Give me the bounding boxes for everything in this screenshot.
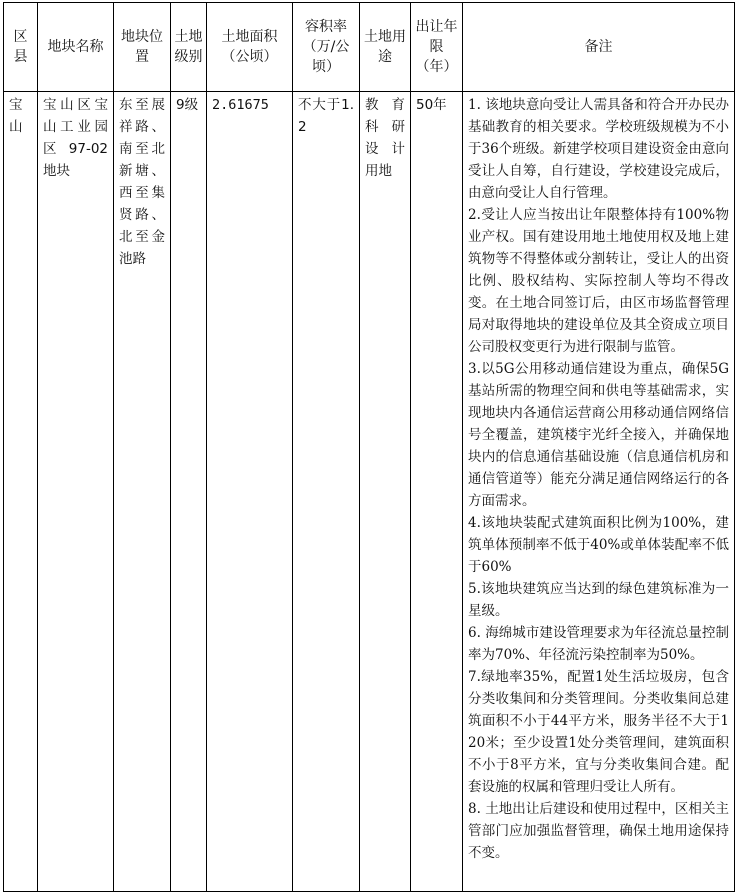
- remark-item-2: 2.受让人应当按出让年限整体持有100%物业产权。国有建设用地土地使用权及地上建筑物等不得整体或分割转让，受让人的出资比例、股权结构、实际控制人等均不得改变。在土地合同签订后，由区市场监督管理局对取得地块的建设单位及其全资成立项目公司股权变更行为进行限制与监管。: [468, 207, 729, 355]
- remark-item-5: 5.该地块建筑应当达到的绿色建筑标准为一星级。: [468, 581, 729, 619]
- header-district: 区县: [4, 3, 38, 92]
- header-location: 地块位置: [114, 3, 171, 92]
- cell-term: 50年: [411, 92, 463, 892]
- cell-land-grade: 9级: [171, 92, 207, 892]
- header-use: 土地用途: [360, 3, 411, 92]
- remark-item-3: 3.以5G公用移动通信建设为重点，确保5G基站所需的物理空间和供电等基础需求，实现地块内各通信运营商公用移动通信网络信号全覆盖，建筑楼宇光纤全接入，并确保地块内的信息通信基础设施（信息通信机房和通信管道等）能充分满足通信网络运行的各方面需求。: [468, 361, 729, 509]
- cell-district: 宝山: [4, 92, 38, 892]
- remark-item-8: 8. 土地出让后建设和使用过程中，区相关主管部门应加强监督管理，确保土地用途保持不变。: [468, 801, 729, 861]
- cell-plot-name: 宝山区宝山工业园区97-02地块: [38, 92, 114, 892]
- remark-item-7: 7.绿地率35%，配置1处生活垃圾房，包含分类收集间和分类管理间。分类收集间总建筑面积不小于44平方米，服务半径不大于120米；至少设置1处分类管理间，建筑面积不小于8平方米，宜与分类收集间合建。配套设施的权属和管理归受让人所有。: [468, 669, 729, 795]
- table-row: [4, 92, 735, 892]
- cell-area: 2.61675: [207, 92, 293, 892]
- header-plot-name: 地块名称: [38, 3, 114, 92]
- cell-remarks: [463, 92, 735, 892]
- remark-item-6: 6. 海绵城市建设管理要求为年径流总量控制率为70%、年径流污染控制率为50%。: [468, 625, 729, 663]
- land-plot-table: [3, 2, 735, 892]
- header-remarks: 备注: [463, 3, 735, 92]
- header-term: 出让年限（年）: [411, 3, 463, 92]
- cell-far: 不大于1.2: [293, 92, 360, 892]
- header-far: 容积率（万/公顷）: [293, 3, 360, 92]
- header-row: [4, 3, 735, 92]
- remark-item-4: 4.该地块装配式建筑面积比例为100%，建筑单体预制率不低于40%或单体装配率不低于60%: [468, 515, 729, 575]
- header-land-grade: 土地级别: [171, 3, 207, 92]
- cell-location: 东至展祥路、南至北新塘、西至集贤路、北至金池路: [114, 92, 171, 892]
- cell-use: 教育科研设计用地: [360, 92, 411, 892]
- header-area: 土地面积（公顷）: [207, 3, 293, 92]
- remark-item-1: 1. 该地块意向受让人需具备和符合开办民办基础教育的相关要求。学校班级规模为不小于36个班级。新建学校项目建设资金由意向受让人自筹，自行建设，学校建设完成后，由意向受让人自行管理。: [468, 97, 729, 201]
